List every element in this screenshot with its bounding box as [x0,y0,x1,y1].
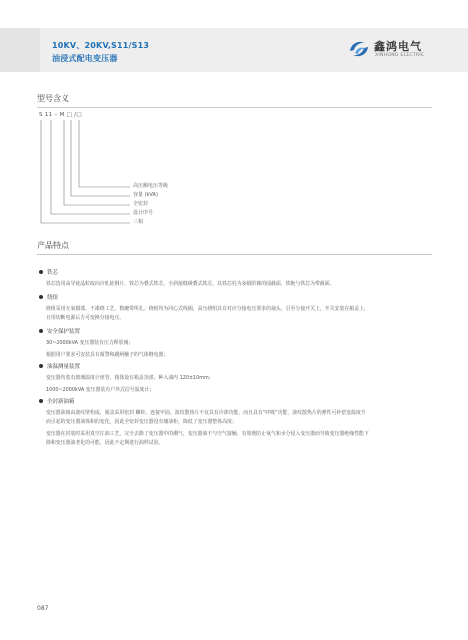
feature-heading-core: 铁芯 [39,268,58,276]
feature-heading-tank: 全封新油箱 [39,397,75,405]
legend-label-phase: 三相 [133,219,144,225]
bullet-icon [39,329,43,333]
legend-label-sealed: 全密封 [133,201,149,207]
model-legend-leaders [37,120,137,230]
feature-heading-oil-temp: 油温测量装置 [39,362,80,370]
feature-heading-winding: 绕组 [39,293,58,301]
bullet-icon [39,399,43,403]
legend-label-design: 设计序号 [133,210,154,216]
page-title: 10KV、20KV,S11/S13 [52,41,150,50]
model-section-rule [37,107,432,108]
bullet-icon [39,270,43,274]
feature-text-tank: 变压器油箱由波纹壁构成，箱盖采用密封 螺栓、连接牢固。波纹散热片不仅具有冷却功能，而且具有“呼吸”功能，波纹散热片的弹性可补偿变温度升 而引起的变压器油体积的变化，因此全密封变压器没有储油柜，降低了变压器整体高度； 变压器在封装时采用真空注油工艺，完全去除了变压器中的潮气，变压器油不与空气接触，有效地防止氧气和水分侵入变压器而导致变压器绝缘性能下 降和变压器油老化的可能，因此不定期进行油样试验。 [46,410,369,446]
legend-label-capacity: 容量 (kVA) [133,192,158,198]
feature-text-oil-temp: 变压器均装有玻璃温度计座管，箱体设在箱盖顶部，种入油内 120±10mm； 1000~2000kVA 变压器装有户外式信号温度计； [46,375,214,393]
header-accent [0,28,40,72]
model-code: S 11 – M □ /□ [39,112,82,118]
logo-swirl-icon [347,37,371,61]
logo-name-en: XINHONG ELECTRIC [375,53,425,58]
logo-name-cn: 鑫鸿电气 [374,40,422,53]
company-logo [347,35,452,65]
features-section-title: 产品特点 [37,241,69,250]
bullet-icon [39,295,43,299]
model-section-title: 型号含义 [37,94,69,103]
page-subtitle: 油浸式配电变压器 [52,54,118,63]
feature-text-safety: 30~2000kVA 变压器装有压力释放阀； 根据用户要求可安装具有報警和跳闸触子的气体继电器； [46,340,169,358]
feature-text-core: 铁芯选用高导硅晶粒取向冷轧硅钢片，铁芯为叠式铁芯，全斜接缝级叠式铁芯，其铁芯柱为多级阶梯的圆截面，铁轭与铁芯为带截面。 [46,281,335,287]
feature-heading-safety: 安全保护装置 [39,327,80,335]
page-number: 087 [37,605,49,612]
bullet-icon [39,364,43,368]
legend-label-voltage: 高压额电压等级 [133,183,169,189]
features-section-rule [37,254,432,255]
feature-text-winding: 绕组采用无氧铜漆，不漆绕工艺，数缠带所扎；绕组均为同心式线圈，高压绕组具有对应分接电压要求的抽头，引至分接开关上，开关安装在箱盖上， 且用切断电源后方可变换分接电压。 [46,306,369,321]
